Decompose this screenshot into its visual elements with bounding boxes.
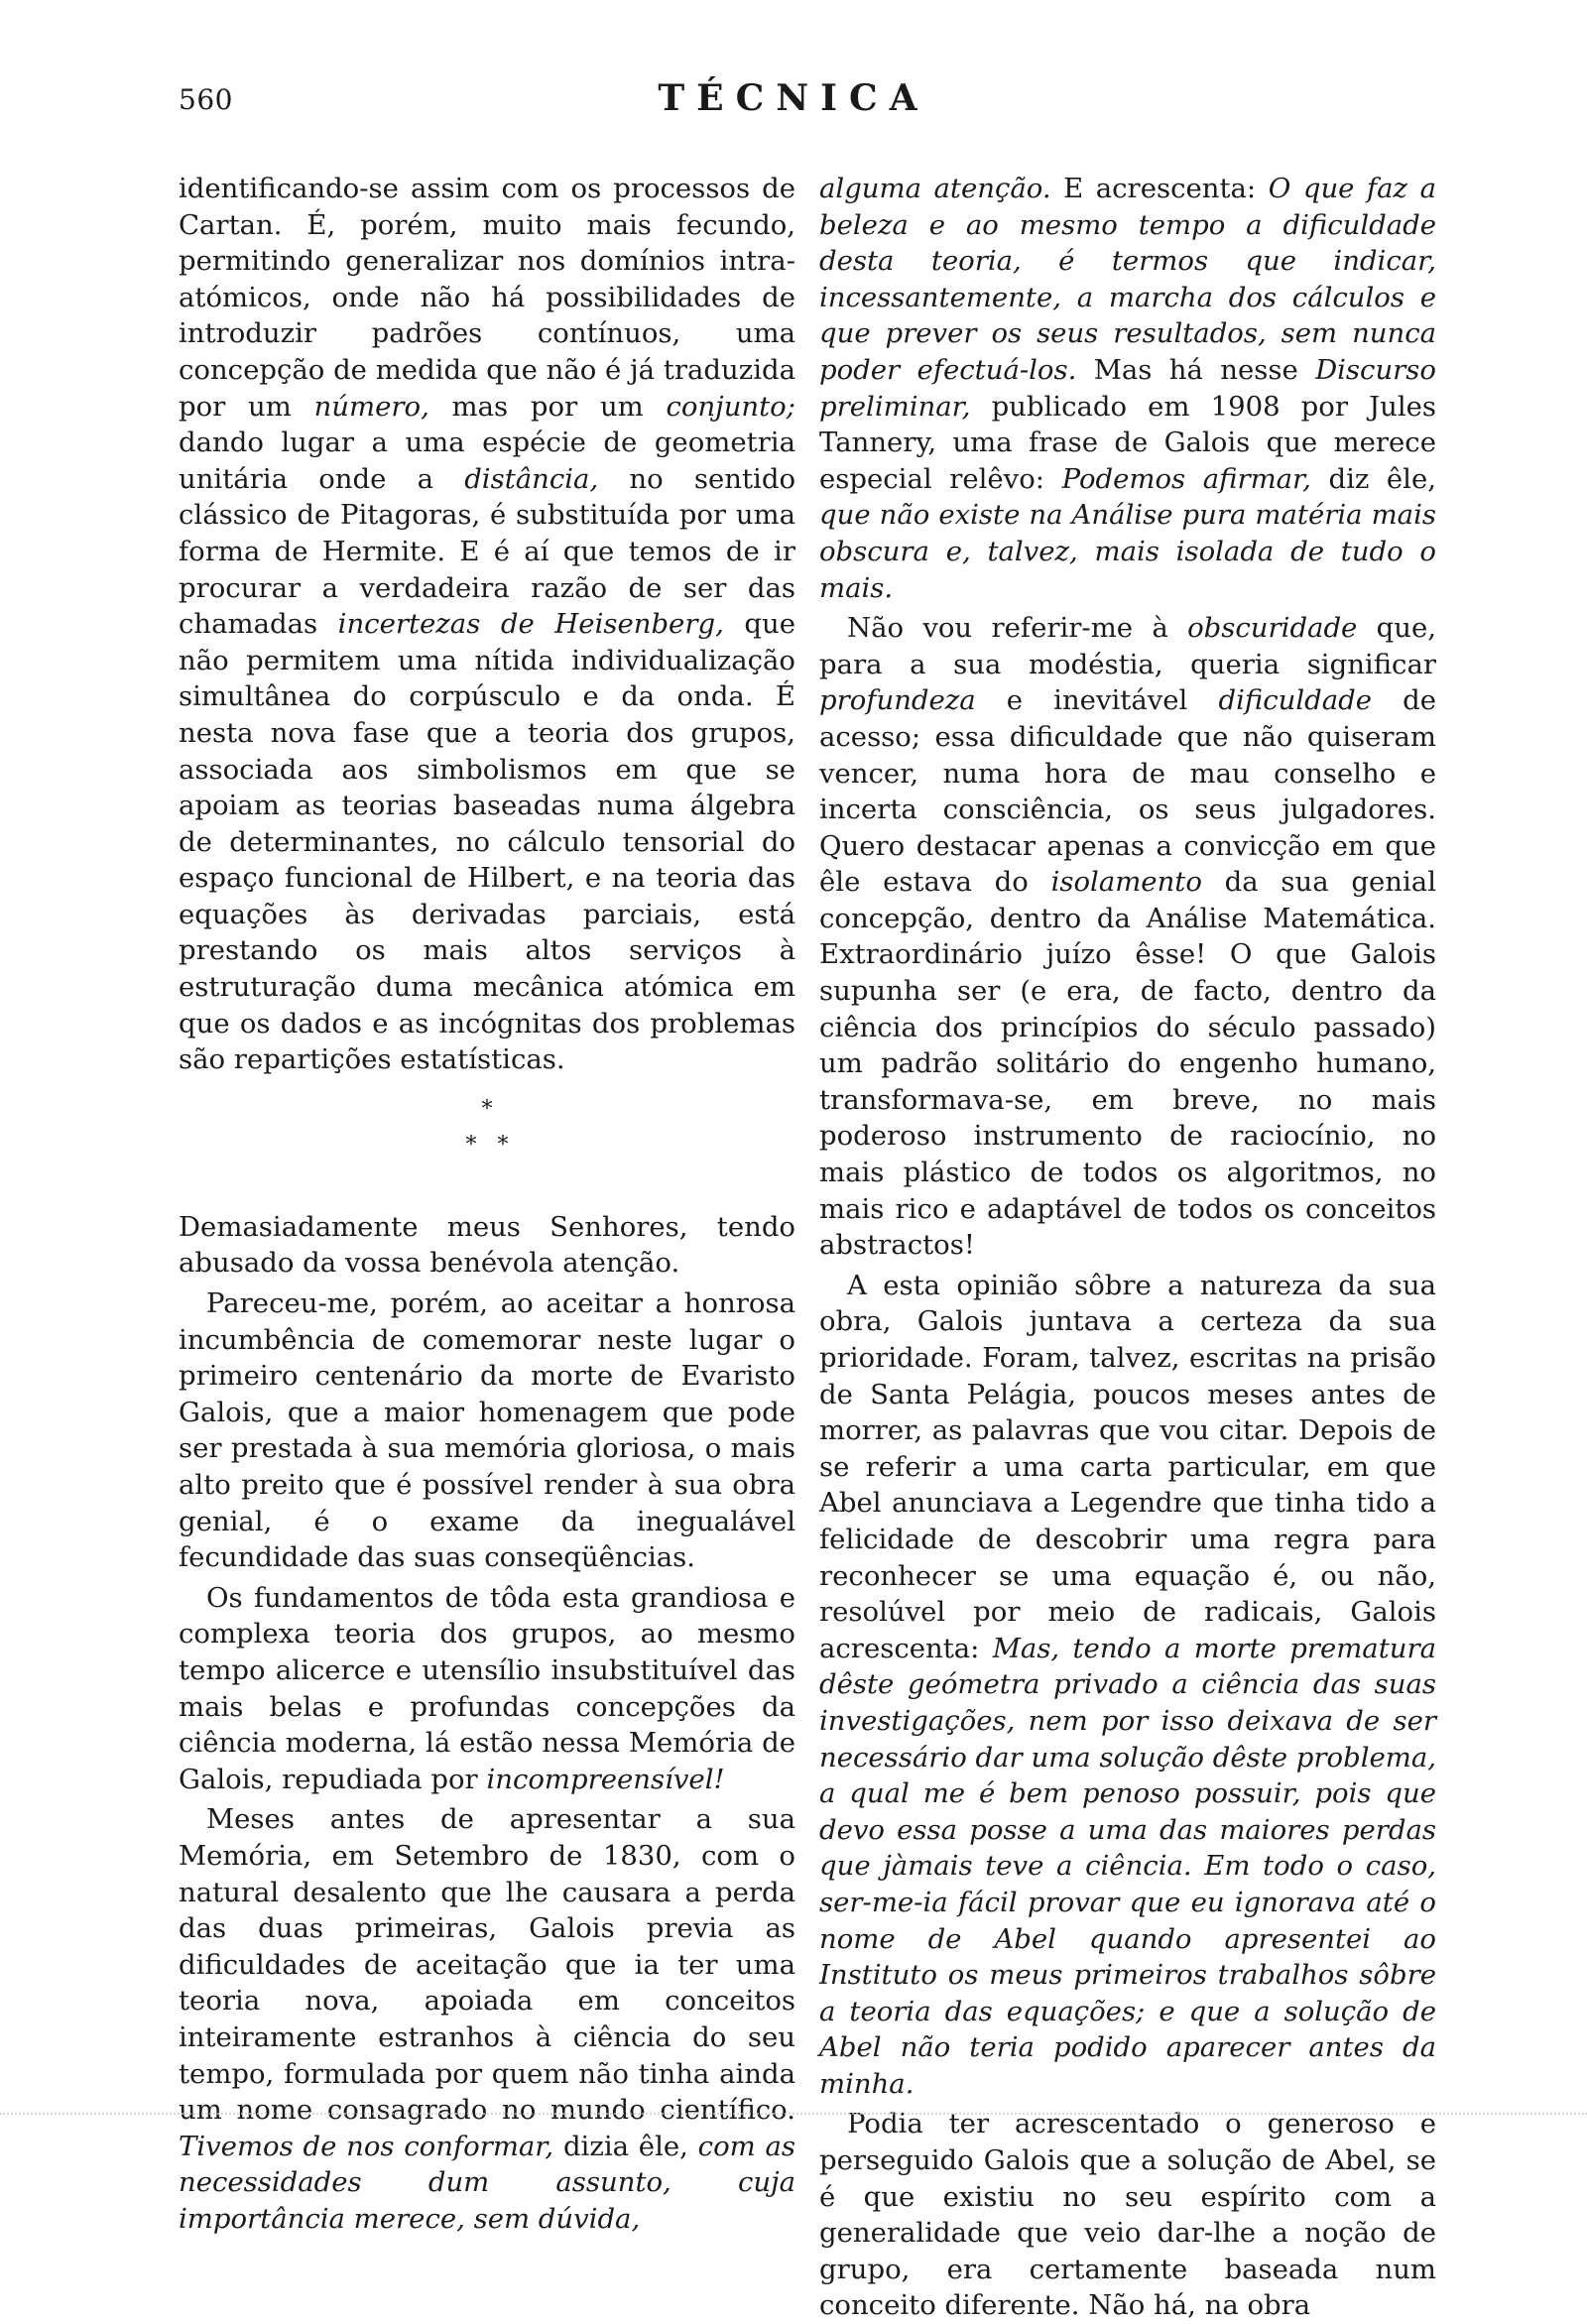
text-run: Meses antes de apresentar a sua Memória, em Setembro de 1830, com o natural desalento que lhe causara a perda das duas primeiras, Galois previa as dificuldades de aceitação que ia ter uma teoria nova, apoiada em conceitos inteiramente estranhos à ciência do seu tempo, formulada por quem não tinha ainda um nome consagrado no mundo científico. [179,1803,795,2127]
asterisk-line: * [481,1096,493,1122]
text-run: Mas há nesse [1076,353,1316,386]
italic-text: Tivemos de nos conformar, [179,2130,554,2162]
paragraph-p3 [179,1285,795,1576]
text-run: e inevitável [975,684,1219,717]
italic-text: que não existe na Análise pura matéria mais obscura e, talvez, mais isolada de tudo o mais. [819,499,1436,604]
paragraph-p8 [819,1268,1436,2103]
text-run: Podia ter acrescentado o generoso e perseguido Galois que a solução de Abel, se é que existiu no seu espírito com a generalidade que veio dar-lhe a noção de grupo, era certamente baseada num conceito diferente. Não há, na obra [819,2108,1436,2322]
text-run: que não permitem uma nítida individualização simultânea do corpúsculo e da onda. É nesta nova fase que a teoria dos grupos, associada aos simbolismos em que se apoiam as teorias baseadas numa álgebra de determinantes, no cálculo tensorial do espaço funcional de Hilbert, e na teoria das equações às derivadas parciais, está prestando os mais altos serviços à estruturação duma mecânica atómica em que os dados e as incógnitas dos problemas são repartições estatísticas. [179,608,795,1076]
paragraph-p9 [819,2106,1436,2324]
right-column [819,171,1436,2324]
text-run: E acrescenta: [1050,173,1269,204]
scan-border-specks [0,2113,1587,2121]
text-run: mas por um [428,390,667,423]
page-number: 560 [179,83,233,116]
text-run: A esta opinião sôbre a natureza da sua obra, Galois juntava a certeza da sua prioridade. Foram, talvez, escritas na prisão de Santa Pelágia, poucos meses antes de morrer, as palavras que vou citar. Depois de se referir a uma carta particular, em que Abel anunciava a Legendre que tinha tido a felicidade de descobrir uma regra para reconhecer se uma equação é, ou não, resolúvel por meio de radicais, Galois acrescenta: [819,1269,1436,1664]
text-run: Pareceu-me, porém, ao aceitar a honrosa incumbência de comemorar neste lugar o primeiro centenário da morte de Evaristo Galois, que a maior homenagem que pode ser prestada à sua memória gloriosa, o mais alto preito que é possível render à sua obra genial, é o exame da inegualável fecundidade das suas conseqüências. [179,1287,795,1574]
italic-text: Mas, tendo a morte prematura dêste geómetra privado a ciência das suas investigações, nem por isso deixava de ser necessário dar uma solução dêste problema, a qual me é bem penoso possuir, pois que devo essa posse a uma das maiores perdas que jàmais teve a ciência. Em todo o caso, ser-me-ia fácil provar que eu ignorava até o nome de Abel quando apresentei ao Instituto os meus primeiros trabalhos sôbre a teoria das equações; e que a solução de Abel não teria podido aparecer antes da minha. [819,1632,1436,2100]
italic-text: profundeza [819,684,976,717]
asterisk-line: * * [465,1132,509,1158]
text-run: Demasiadamente meus Senhores, tendo abusado da vossa benévola atenção. [179,1210,795,1280]
italic-text: isolamento [1050,866,1202,899]
text-run: da sua genial concepção, dentro da Análise Matemática. Extraordinário juízo êsse! O que Galois supunha ser (e era, de facto, dentro da ciência dos princípios do século passado) um padrão solitário do engenho humano, transformava-se, em breve, no mais poderoso instrumento de raciocínio, no mais plástico de todos os algoritmos, no mais rico e adaptável de todos os conceitos abstractos! [819,866,1436,1262]
paragraph-p2 [179,1209,795,1282]
paragraph-p7 [819,610,1436,1264]
text-run: identificando-se assim com os processos de Cartan. É, porém, muito mais fecundo, permitindo generalizar nos domínios intra-atómicos, onde não há possibilidades de introduzir padrões contínuos, uma concepção de medida que não é já traduzida por um [179,173,795,423]
italic-text: conjunto; [666,390,795,423]
paragraph-p4 [179,1580,795,1798]
italic-text: incompreensível! [486,1763,725,1795]
section-break-asterisks [179,1092,795,1163]
paragraph-p6 [819,171,1436,606]
italic-text: Podemos afirmar, [1061,462,1311,495]
italic-text: alguma atenção. [819,173,1051,204]
paragraph-p5 [179,1801,795,2237]
italic-text: O que faz a beleza e ao mesmo tempo a dificuldade desta teoria, é termos que indicar, incessantemente, a marcha dos cálculos e que prever os seus resultados, sem nunca poder efectuá-los. [819,173,1436,386]
text-run: dizia êle, [553,2130,698,2162]
paragraph-p1 [179,171,795,1078]
running-title: TÉCNICA [658,77,929,119]
text-run: diz êle, [1310,462,1436,495]
italic-text: distância, [464,462,599,495]
italic-text: número, [313,390,429,423]
italic-text: incertezas de Heisenberg, [337,608,724,641]
left-column [179,171,795,2237]
text-run: Os fundamentos de tôda esta grandiosa e complexa teoria dos grupos, ao mesmo tempo alicerce e utensílio insubstituível das mais belas e profundas concepções da ciência moderna, lá estão nessa Memória de Galois, repudiada por [179,1581,795,1795]
italic-text: Discurso preliminar, [819,353,1436,423]
text-run: publicado em 1908 por Jules Tannery, uma frase de Galois que merece especial relêvo: [819,390,1436,495]
text-run: Não vou referir-me à [847,612,1188,645]
text-run: de acesso; essa dificuldade que não quiseram vencer, numa hora de mau conselho e incerta consciência, os seus julgadores. Quero destacar apenas a convicção em que êle estava do [819,684,1436,899]
italic-text: dificuldade [1218,684,1372,717]
italic-text: com as necessidades dum assunto, cuja importância merece, sem dúvida, [179,2130,795,2235]
text-run: no sentido clássico de Pitagoras, é substituída por uma forma de Hermite. E é aí que temos de ir procurar a verdadeira razão de ser das chamadas [179,462,796,641]
text-run: dando lugar a uma espécie de geometria unitária onde a [179,427,795,495]
italic-text: obscuridade [1187,612,1358,645]
text-run: que, para a sua modéstia, queria significar [819,612,1437,680]
